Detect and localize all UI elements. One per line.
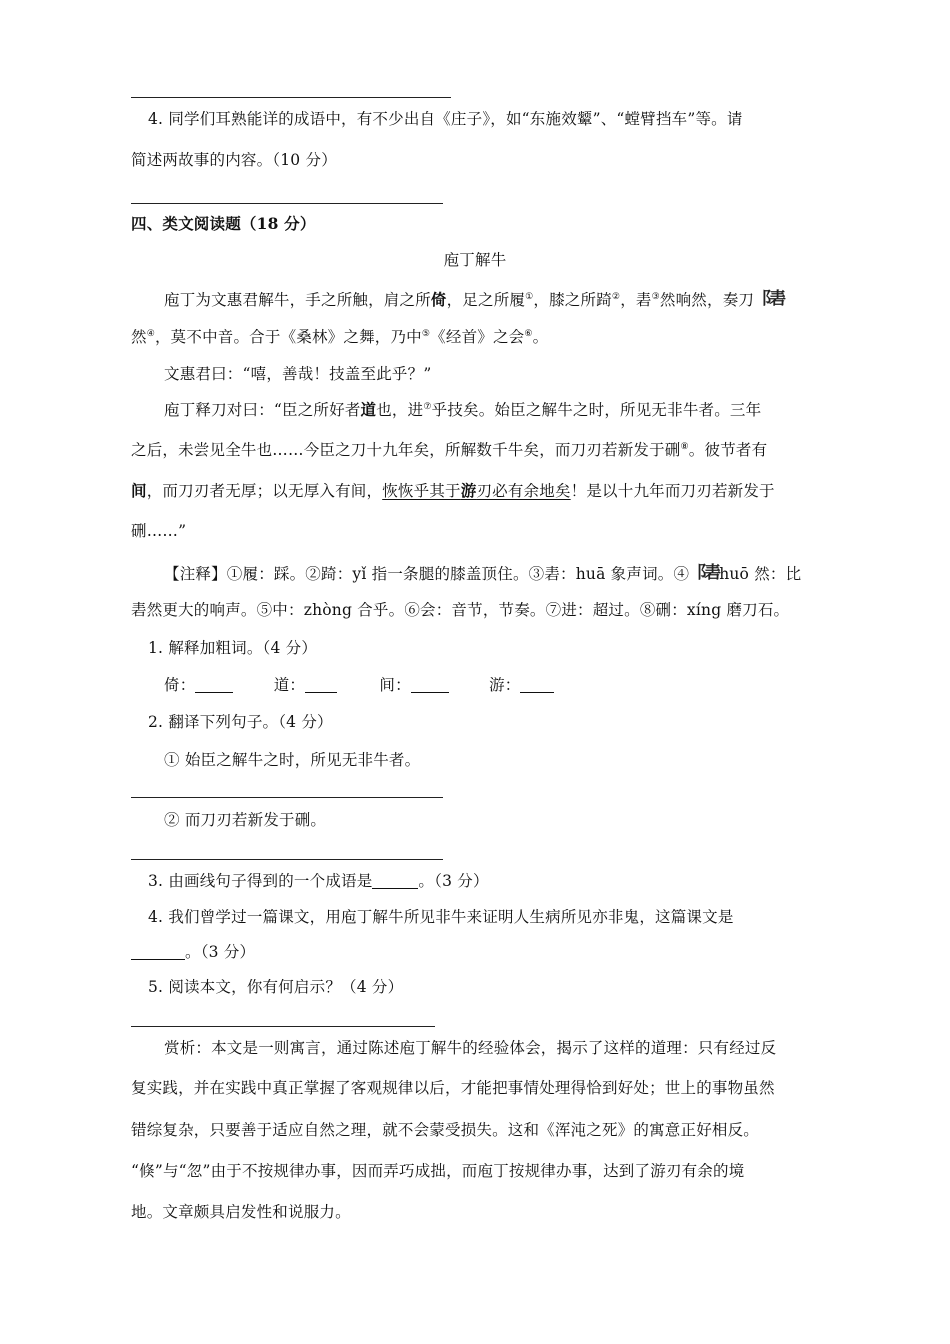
bold-word-jian: 间	[131, 481, 147, 500]
question-2-sentence-1: ① 始臣之解牛之时，所见无非牛者。	[164, 751, 421, 769]
answer-line[interactable]	[131, 797, 443, 798]
answer-line[interactable]	[131, 1026, 435, 1027]
passage-title: 庖丁解牛	[443, 251, 507, 269]
answer-line	[131, 97, 451, 98]
question-4-line-1: 4. 同学们耳熟能详的成语中，有不少出自《庄子》，如“东施效颦”、“螳臂挡车”等。请	[148, 110, 743, 128]
answer-blank[interactable]	[520, 678, 554, 693]
question-4-line-2: 简述两故事的内容。（10 分）	[131, 151, 337, 169]
passage-paragraph-3-line-4: 硎……”	[131, 522, 187, 540]
question-1-answers: 倚： 道： 间： 游：	[164, 673, 554, 695]
question-3: 3. 由画线句子得到的一个成语是 。（3 分）	[148, 872, 489, 890]
answer-blank[interactable]	[131, 945, 185, 960]
question-4-line-2: 。（3 分）	[131, 940, 255, 962]
passage-paragraph-3-line-3: 间，而刀刃者无厚；以无厚入有间，恢恢乎其于游刃必有余地矣！是以十九年而刀刃若新发于	[131, 481, 775, 500]
analysis-line-1: 赏析：本文是一则寓言，通过陈述庖丁解牛的经验体会，揭示了这样的道理：只有经过反	[164, 1039, 777, 1057]
passage-paragraph-2: 文惠君曰：“嘻，善哉！技盖至此乎？”	[164, 365, 432, 383]
passage-paragraph-3-line-2: 之后，未尝见全牛也……今臣之刀十九年矣，所解数千牛矣，而刀刃若新发于硎⑧。彼节者有	[131, 441, 768, 459]
question-2: 2. 翻译下列句子。（4 分）	[148, 713, 333, 731]
question-5: 5. 阅读本文，你有何启示？（4 分）	[148, 978, 404, 996]
answer-line[interactable]	[131, 859, 443, 860]
passage-paragraph-1-line-2: 然④，莫不中音。合于《桑林》之舞，乃中⑤《经首》之会⑥。	[131, 328, 549, 346]
analysis-line-5: 地。文章颇具启发性和说服力。	[131, 1203, 351, 1221]
composite-character-glyph: ⻏砉	[754, 289, 785, 309]
question-1: 1. 解释加粗词。（4 分）	[148, 639, 318, 657]
passage-paragraph-3-line-1: 庖丁释刀对曰：“臣之所好者道也，进⑦乎技矣。始臣之解牛之时，所见无非牛者。三年	[164, 400, 762, 419]
answer-blank[interactable]	[372, 874, 418, 889]
analysis-line-4: “倏”与“忽”由于不按规律办事，因而弄巧成拙，而庖丁按规律办事，达到了游刃有余的境	[131, 1162, 745, 1180]
analysis-line-2: 复实践，并在实践中真正掌握了客观规律以后，才能把事情处理得恰到好处；世上的事物虽然	[131, 1079, 775, 1097]
question-4-line-1: 4. 我们曾学过一篇课文，用庖丁解牛所见非牛来证明人生病所见亦非鬼，这篇课文是	[148, 908, 734, 926]
bold-word-yi: 倚	[430, 290, 447, 309]
answer-blank[interactable]	[195, 678, 233, 693]
notes-line-1: 【注释】①履：踩。②踦：yǐ 指一条腿的膝盖顶住。③砉：huā 象声词。④⻏砉huō 然：比	[164, 558, 801, 584]
answer-blank[interactable]	[411, 678, 449, 693]
notes-line-2: 砉然更大的响声。⑤中：zhòng 合乎。⑥会：音节，节奏。⑦进：超过。⑧硎：xíng 磨刀石。	[131, 601, 790, 619]
answer-line	[131, 203, 443, 204]
bold-word-you: 游	[460, 481, 477, 500]
section-heading: 四、类文阅读题（18 分）	[131, 214, 316, 233]
question-2-sentence-2: ② 而刀刃若新发于硎。	[164, 811, 327, 829]
bold-word-dao: 道	[360, 400, 377, 419]
underlined-sentence: 恢恢乎其于游刃必有余地矣	[382, 481, 571, 500]
passage-paragraph-1-line-1: 庖丁为文惠君解牛，手之所触，肩之所倚，足之所履①，膝之所踦②，砉③然响然，奏刀⻏砉	[164, 284, 784, 310]
answer-blank[interactable]	[305, 678, 337, 693]
composite-character-glyph: ⻏砉	[689, 563, 720, 583]
analysis-line-3: 错综复杂，只要善于适应自然之理，就不会蒙受损失。这和《浑沌之死》的寓意正好相反。	[131, 1121, 760, 1139]
